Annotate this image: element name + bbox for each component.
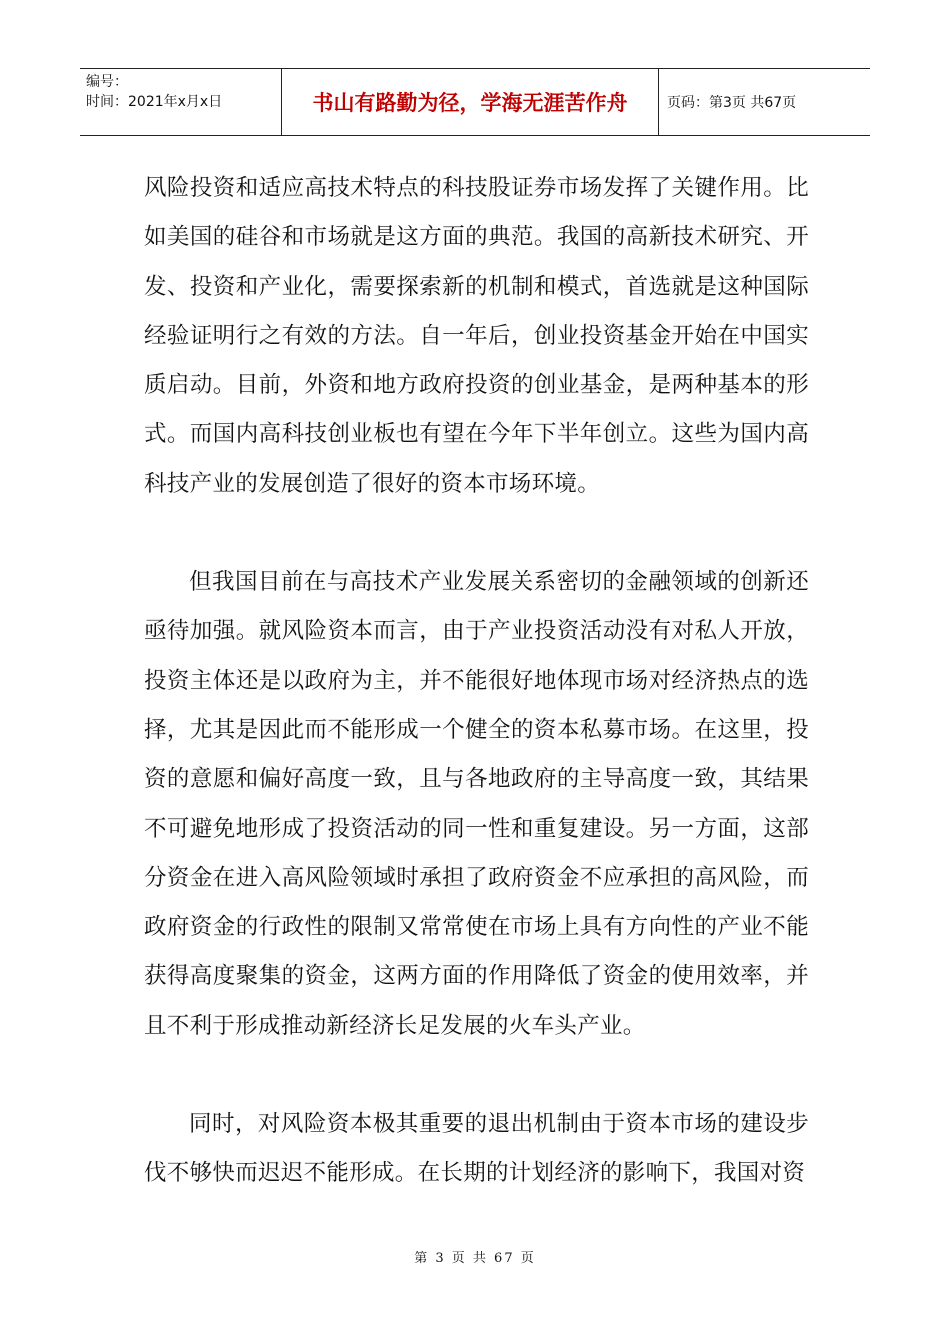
- header-meta: [80, 69, 282, 135]
- document-number-label: 编号：: [86, 74, 128, 90]
- header-page-info: 页码：第3页 共67页: [667, 95, 797, 111]
- page-header: [80, 68, 870, 136]
- paragraph: 同时，对风险资本极其重要的退出机制由于资本市场的建设步伐不够快而迟迟不能形成。在长期的计划经济的影响下，我国对资: [144, 1111, 809, 1187]
- page-footer: 第 3 页 共 67 页: [414, 1251, 536, 1266]
- paragraph: 但我国目前在与高技术产业发展关系密切的金融领域的创新还亟待加强。就风险资本而言，由于产业投资活动没有对私人开放，投资主体还是以政府为主，并不能很好地体现市场对经济热点的选择，尤其是因此而不能形成一个健全的资本私募市场。在这里，投资的意愿和偏好高度一致，且与各地政府的主导高度一致，其结果不可避免地形成了投资活动的同一性和重复建设。另一方面，这部分资金在进入高风险领域时承担了政府资金不应承担的高风险，而政府资金的行政性的限制又常常使在市场上具有方向性的产业不能获得高度聚集的资金，这两方面的作用降低了资金的使用效率，并且不利于形成推动新经济长足发展的火车头产业。: [144, 569, 809, 1039]
- paragraph: 风险投资和适应高技术特点的科技股证券市场发挥了关键作用。比如美国的硅谷和市场就是这方面的典范。我国的高新技术研究、开发、投资和产业化，需要探索新的机制和模式，首选就是这种国际经验证明行之有效的方法。自一年后，创业投资基金开始在中国实质启动。目前，外资和地方政府投资的创业基金，是两种基本的形式。而国内高科技创业板也有望在今年下半年创立。这些为国内高科技产业的发展创造了很好的资本市场环境。: [144, 175, 809, 497]
- document-date-label: 时间：2021年x月x日: [86, 94, 223, 110]
- header-motto: 书山有路勤为径，学海无涯苦作舟: [282, 69, 659, 135]
- document-body: [144, 164, 809, 1199]
